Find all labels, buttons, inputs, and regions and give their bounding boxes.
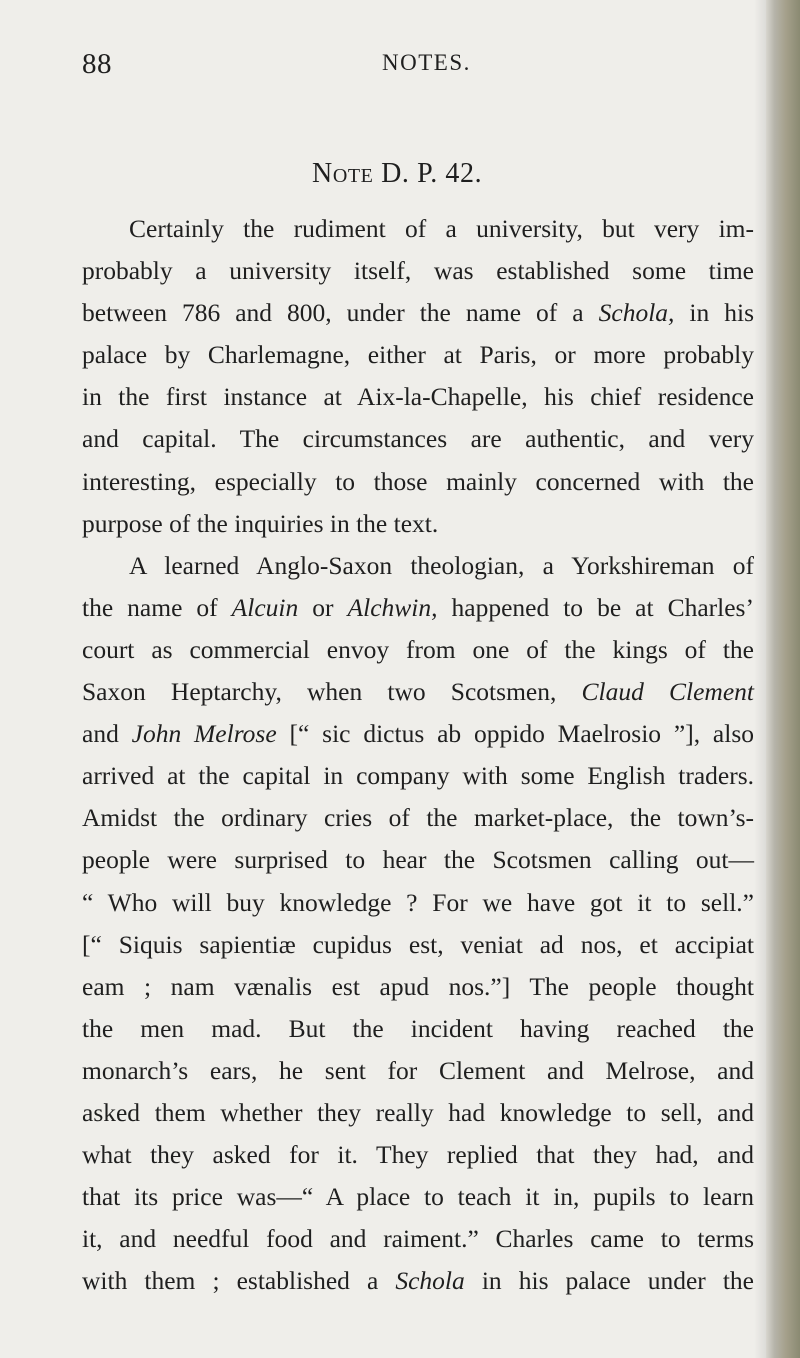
italic-text-run: John Melrose (131, 719, 277, 749)
text-line (82, 755, 754, 797)
text-run: eam ; nam vænalis est apud nos.”] The people thought (82, 971, 754, 1001)
text-line (82, 1134, 754, 1176)
text-run: between 786 and 800, under the name of a (82, 298, 599, 328)
text-run: court as commercial envoy from one of the kings of the (82, 634, 754, 664)
text-line (82, 1260, 754, 1302)
text-run: Certainly the rudiment of a university, but very im- (129, 214, 754, 243)
text-line (82, 376, 754, 418)
text-run: asked them whether they really had knowledge to sell, and (82, 1097, 754, 1127)
text-run: arrived at the capital in company with some English traders. (82, 761, 754, 791)
text-line (82, 503, 754, 545)
text-line (82, 334, 754, 376)
text-run: it, and needful food and raiment.” Charles came to terms (82, 1224, 754, 1254)
text-run: the men mad. But the incident having reached the (82, 1013, 754, 1043)
text-line (82, 713, 754, 755)
text-line (82, 418, 754, 460)
italic-text-run: Claud Clement (581, 677, 755, 707)
text-line (82, 1050, 754, 1092)
italic-text-run: Alcuin (231, 592, 299, 622)
italic-text-run: Schola (395, 1266, 465, 1296)
text-run: palace by Charlemagne, either at Paris, or more probably (82, 340, 754, 370)
text-line (82, 545, 754, 587)
text-run: people were surprised to hear the Scotsmen calling out— (82, 845, 754, 875)
text-run: [“ Siquis sapientiæ cupidus est, veniat ad nos, et accipiat (82, 929, 754, 959)
text-line (82, 966, 754, 1008)
text-line (82, 882, 754, 924)
text-line (82, 1218, 754, 1260)
running-head: NOTES. (382, 50, 471, 75)
page-header (0, 48, 800, 88)
text-line (82, 1176, 754, 1218)
text-line (82, 292, 754, 334)
text-run: monarch’s ears, he sent for Clement and Melrose, and (82, 1055, 754, 1085)
note-body-text (82, 208, 754, 1302)
text-line (82, 1092, 754, 1134)
note-page-ref: P. 42. (417, 158, 483, 189)
text-run: in his (674, 298, 754, 328)
text-run: Saxon Heptarchy, when two Scotsmen, (82, 677, 582, 707)
text-line (82, 629, 754, 671)
italic-text-run: Schola, (598, 298, 675, 328)
text-line (82, 671, 754, 713)
text-run: happened to be at Charles’ (437, 592, 754, 622)
page-gutter-edge (766, 0, 800, 1358)
text-run: “ Who will buy knowledge ? For we have got it to sell.” (82, 887, 754, 917)
text-run: and (82, 719, 132, 749)
text-run: purpose of the inquiries in the text. (82, 508, 439, 538)
text-line (82, 1008, 754, 1050)
text-run: with them ; established a (82, 1266, 396, 1296)
gutter-shadow (754, 0, 766, 1358)
text-run: and capital. The circumstances are authentic, and very (82, 424, 754, 454)
text-run: [“ sic dictus ab oppido Maelrosio ”], also (276, 719, 754, 749)
text-run: Amidst the ordinary cries of the market-place, the town’s- (82, 803, 754, 833)
text-run: A learned Anglo-Saxon theologian, a Yorkshireman of (129, 550, 754, 580)
text-run: that its price was—“ A place to teach it in, pupils to learn (82, 1182, 754, 1212)
text-run: interesting, especially to those mainly concerned with the (82, 466, 754, 496)
text-run: what they asked for it. They replied that they had, and (82, 1140, 754, 1170)
note-title (312, 158, 482, 190)
text-run: the name of (82, 592, 232, 622)
note-label: Note D. (312, 158, 410, 189)
text-run: in his palace under the (464, 1266, 754, 1296)
text-run: probably a university itself, was established some time (82, 256, 754, 286)
text-run: or (298, 592, 348, 622)
text-run: in the first instance at Aix-la-Chapelle, his chief residence (82, 382, 754, 412)
italic-text-run: Alchwin, (347, 592, 438, 622)
text-line (82, 208, 754, 250)
text-line (82, 250, 754, 292)
text-line (82, 587, 754, 629)
page-number: 88 (82, 48, 112, 80)
text-line (82, 797, 754, 839)
text-line (82, 839, 754, 881)
text-line (82, 924, 754, 966)
text-line (82, 461, 754, 503)
